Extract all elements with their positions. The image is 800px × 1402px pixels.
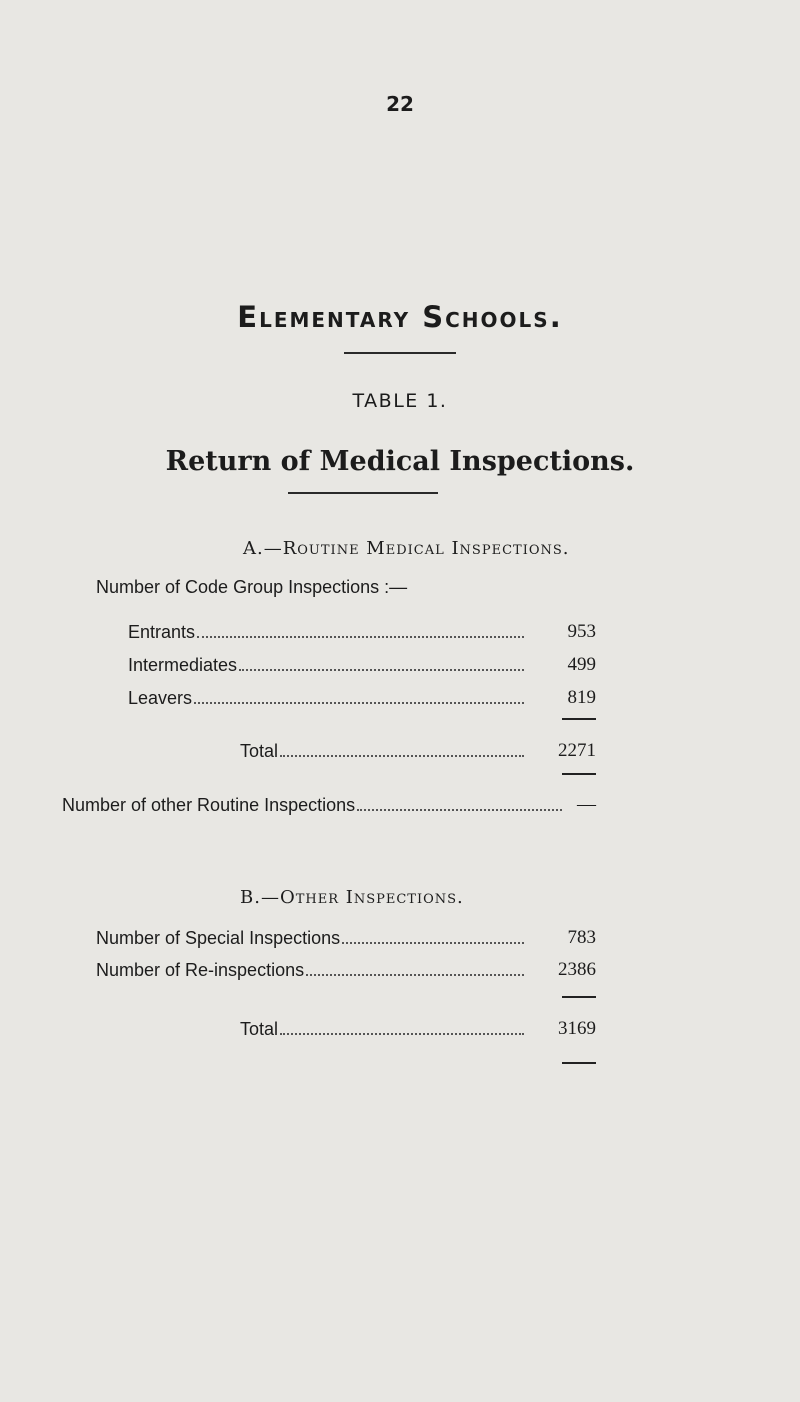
row-label: Number of Special Inspections <box>96 928 341 948</box>
total-label: Total <box>240 741 279 761</box>
sum-rule <box>562 773 596 775</box>
section-b-total <box>240 1019 530 1040</box>
heading-rule <box>344 352 456 354</box>
row-intermediates <box>128 655 530 676</box>
section-a-intro: Number of Code Group Inspections :— <box>96 577 408 597</box>
total-value: 2271 <box>558 740 596 761</box>
row-value: — <box>577 794 596 815</box>
row-leavers <box>128 688 530 709</box>
sum-rule <box>562 1062 596 1064</box>
row-value: 783 <box>567 927 596 948</box>
row-value: 2386 <box>558 959 596 980</box>
row-label: Intermediates <box>128 655 238 675</box>
sum-rule <box>562 996 596 998</box>
row-value: 499 <box>567 654 596 675</box>
subtitle-rule <box>288 492 438 494</box>
page-heading: Elementary Schools. <box>237 300 563 334</box>
row-label: Entrants <box>128 622 196 642</box>
row-other-routine <box>62 795 568 816</box>
row-label: Number of Re-inspections <box>96 960 305 980</box>
table-label: TABLE 1. <box>352 390 448 412</box>
section-a-title: A.—Routine Medical Inspections. <box>243 538 570 559</box>
row-value: 953 <box>567 621 596 642</box>
total-value: 3169 <box>558 1018 596 1039</box>
row-value: 819 <box>567 687 596 708</box>
row-label: Number of other Routine Inspections <box>62 795 356 815</box>
row-reinspections <box>96 960 530 981</box>
row-special <box>96 928 530 949</box>
page-number: 22 <box>386 92 414 116</box>
section-b-title: B.—Other Inspections. <box>240 887 464 908</box>
row-entrants <box>128 622 530 643</box>
section-a-total <box>240 741 530 762</box>
sum-rule <box>562 718 596 720</box>
table-subtitle: Return of Medical Inspections. <box>165 446 635 477</box>
row-label: Leavers <box>128 688 193 708</box>
total-label: Total <box>240 1019 279 1039</box>
